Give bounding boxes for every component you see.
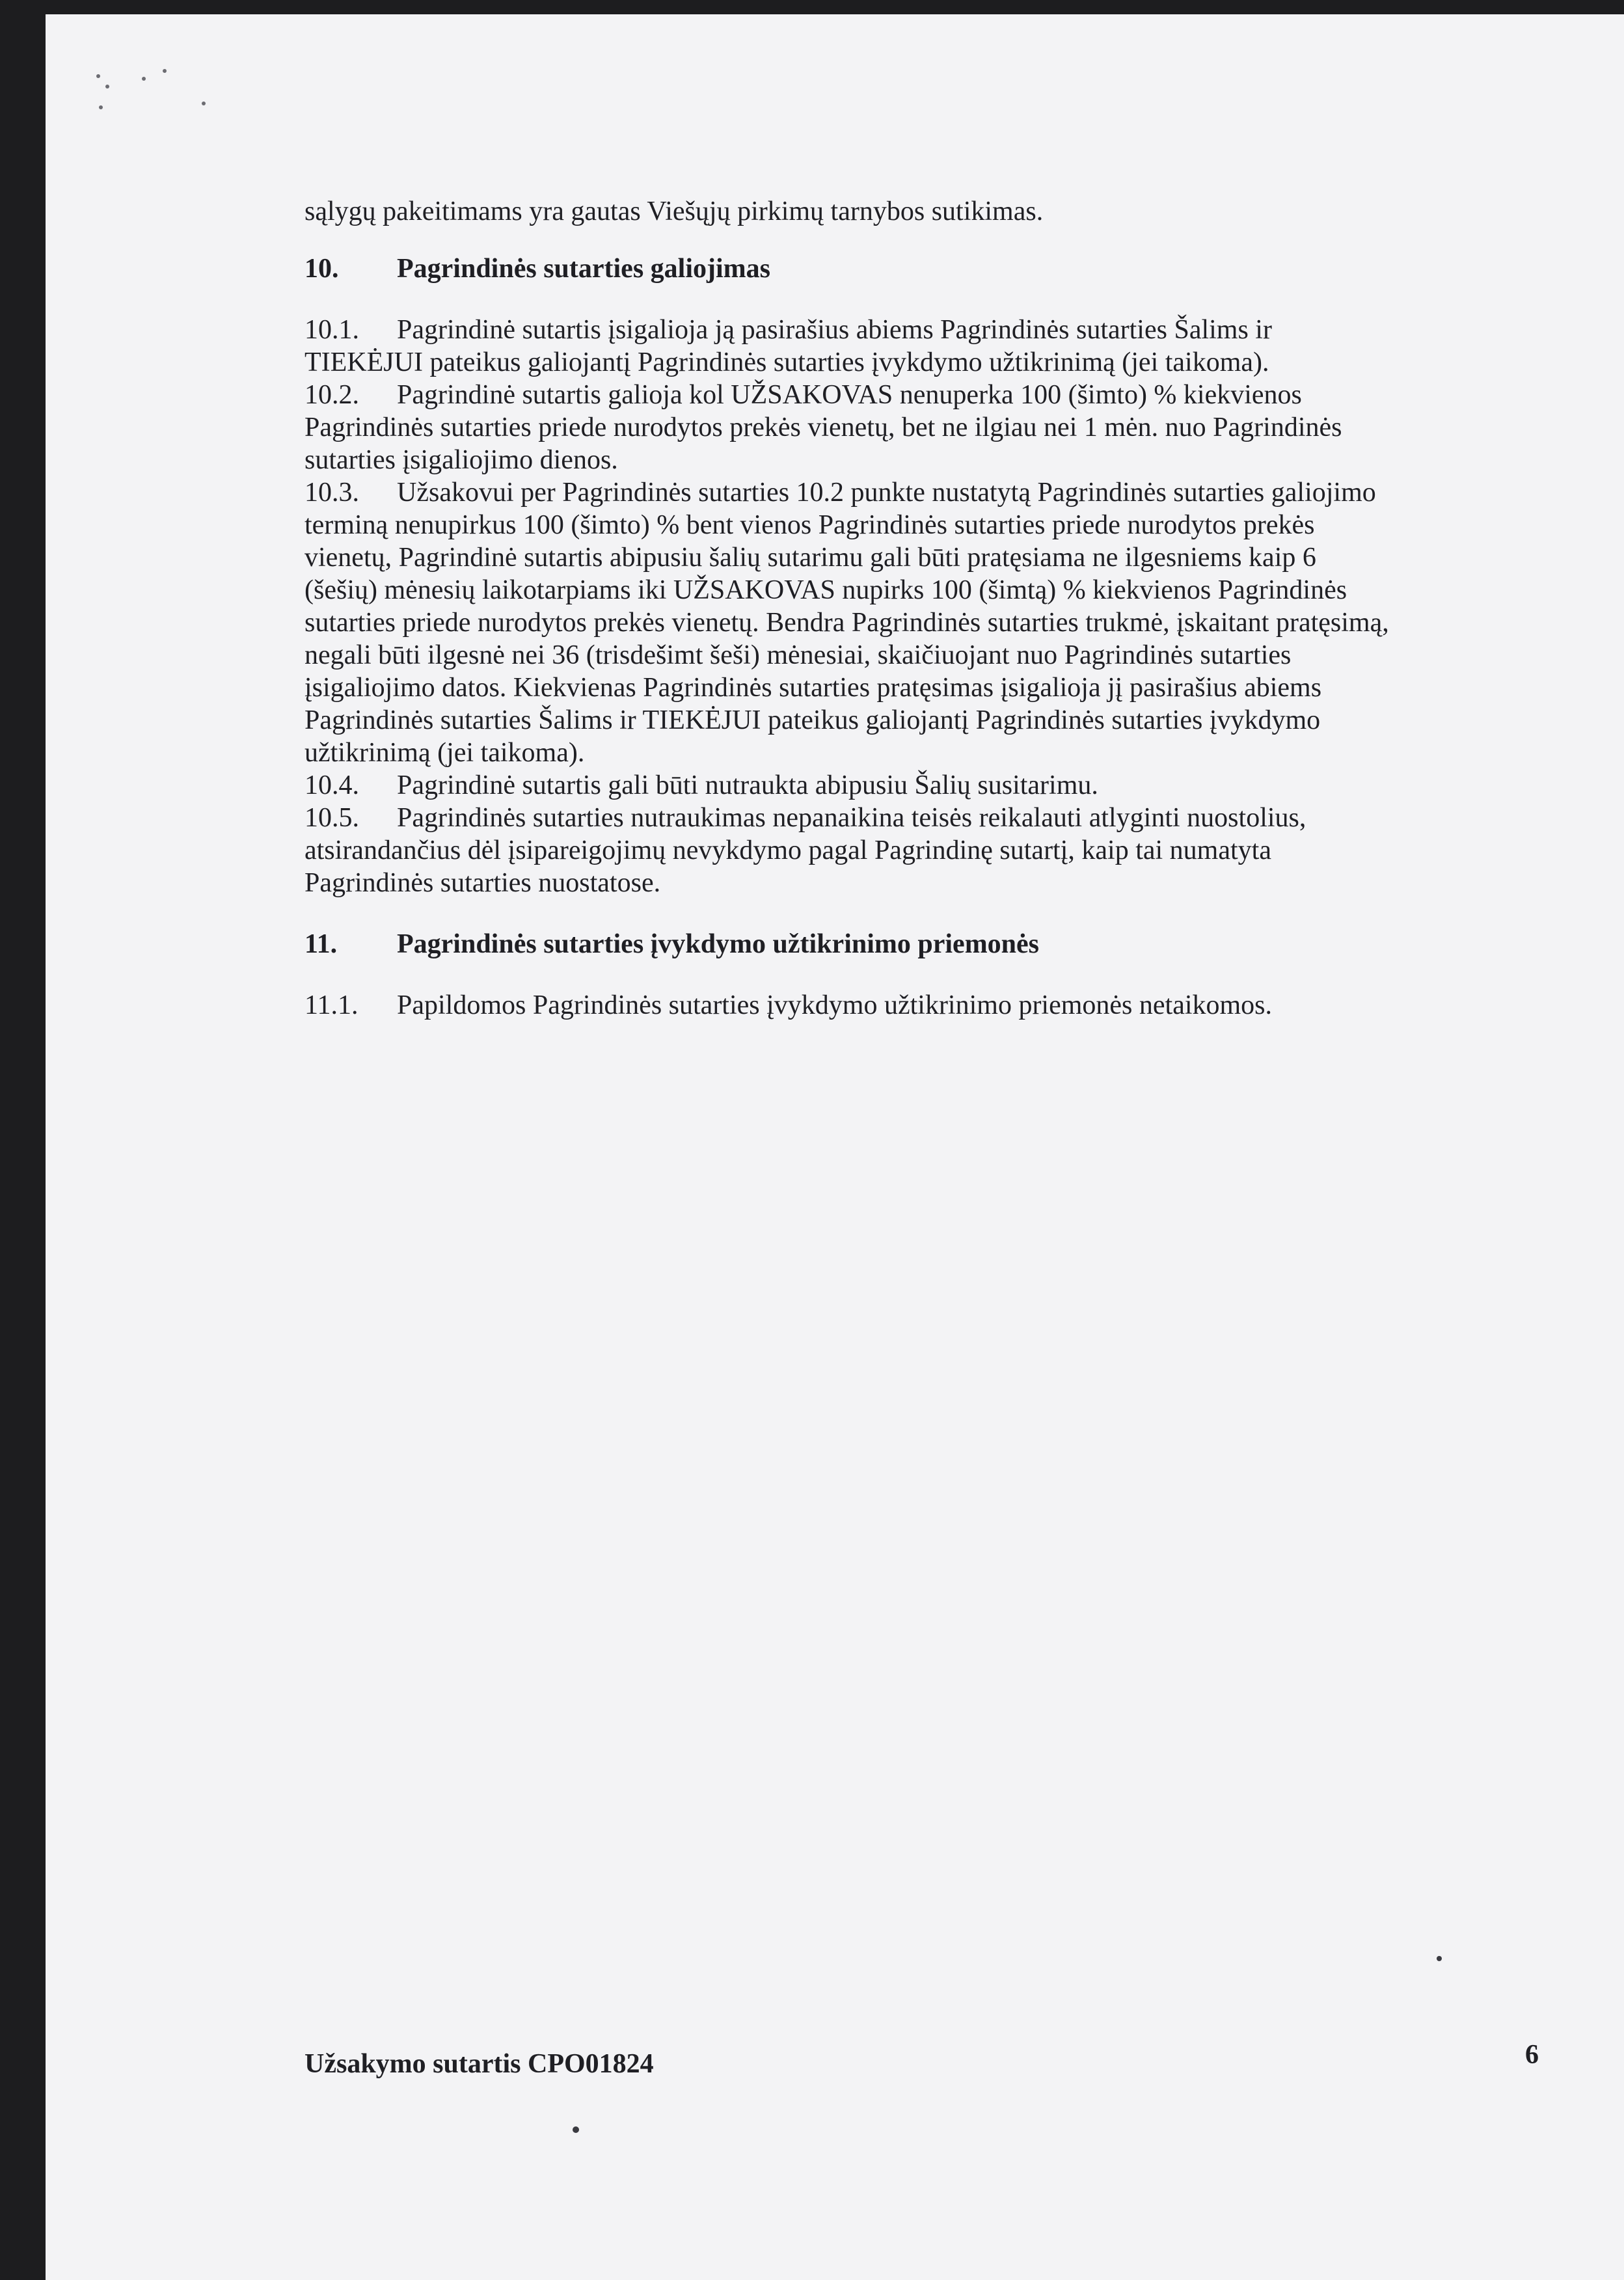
paragraph-10-3 — [304, 476, 1541, 769]
paragraph-line: atsirandančius dėl įsipareigojimų nevykdymo pagal Pagrindinę sutartį, kaip tai numatyta — [304, 835, 1271, 865]
paragraph-line: sutarties priede nurodytos prekės vienetų. Bendra Pagrindinės sutarties trukmė, įskaitant pratęsimą, — [304, 608, 1389, 638]
section-number: 10. — [304, 254, 339, 284]
continuation-line: sąlygų pakeitimams yra gautas Viešųjų pirkimų tarnybos sutikimas. — [304, 197, 1044, 226]
punch-mark — [142, 77, 146, 81]
paragraph-line: (šešių) mėnesių laikotarpiams iki UŽSAKOVAS nupirks 100 (šimtą) % kiekvienos Pagrindinės — [304, 575, 1347, 605]
paragraph-10-1 — [304, 314, 1541, 379]
punch-mark — [99, 105, 103, 109]
paragraph-number: 10.1. — [304, 315, 359, 345]
paragraph-line: TIEKĖJUI pateikus galiojantį Pagrindinės sutarties įvykdymo užtikrinimą (jei taikoma). — [304, 347, 1269, 377]
paragraph-11-1 — [304, 989, 1541, 1022]
paragraph-10-4 — [304, 769, 1541, 802]
paragraph-number: 10.4. — [304, 770, 359, 800]
paragraph-line: Pagrindinės sutarties nuostatose. — [304, 868, 661, 898]
scan-border-top — [0, 0, 1624, 14]
page-number: 6 — [1525, 2040, 1539, 2070]
paragraph-line: Pagrindinė sutartis gali būti nutraukta abipusiu Šalių susitarimu. — [397, 770, 1098, 800]
paragraph-number: 10.5. — [304, 803, 359, 833]
scan-speck — [1437, 1956, 1442, 1961]
scan-border-left — [0, 0, 46, 2280]
section-heading-10 — [304, 252, 1541, 285]
paragraph-line: Pagrindinė sutartis galioja kol UŽSAKOVAS nenuperka 100 (šimto) % kiekvienos — [397, 380, 1302, 410]
paragraph-line: sutarties įsigaliojimo dienos. — [304, 445, 618, 475]
punch-mark — [96, 74, 100, 78]
section-title: Pagrindinės sutarties įvykdymo užtikrinimo priemonės — [397, 929, 1040, 959]
paragraph-line: Pagrindinės sutarties priede nurodytos prekės vienetų, bet ne ilgiau nei 1 mėn. nuo Pagrindinės — [304, 413, 1342, 442]
paragraph-line: Užsakovui per Pagrindinės sutarties 10.2 punkte nustatytą Pagrindinės sutarties galiojimo — [397, 478, 1376, 508]
paragraph-10-5 — [304, 802, 1541, 899]
paragraph-number: 10.3. — [304, 478, 359, 508]
scan-speck — [573, 2126, 579, 2133]
section-heading-11 — [304, 928, 1541, 960]
paragraph-10-2 — [304, 379, 1541, 476]
footer-title: Užsakymo sutartis CPO01824 — [304, 2049, 654, 2079]
paragraph-number: 11.1. — [304, 990, 359, 1020]
paragraph-line: įsigaliojimo datos. Kiekvienas Pagrindinės sutarties pratęsimas įsigalioja jį pasirašius abiems — [304, 673, 1322, 703]
paragraph-number: 10.2. — [304, 380, 359, 410]
paragraph-line: Pagrindinės sutarties Šalims ir TIEKĖJUI pateikus galiojantį Pagrindinės sutarties įvykdymo — [304, 705, 1321, 735]
paragraph-line: terminą nenupirkus 100 (šimto) % bent vienos Pagrindinės sutarties priede nurodytos prekės — [304, 510, 1315, 540]
paragraph-line: užtikrinimą (jei taikoma). — [304, 738, 585, 768]
section-number: 11. — [304, 929, 338, 959]
section-title: Pagrindinės sutarties galiojimas — [397, 254, 770, 284]
document-body — [304, 195, 1541, 1022]
paragraph-line: negali būti ilgesnė nei 36 (trisdešimt šeši) mėnesiai, skaičiuojant nuo Pagrindinės sutarties — [304, 640, 1292, 670]
punch-mark — [105, 85, 109, 88]
punch-mark — [202, 102, 206, 105]
paragraph-line: Papildomos Pagrindinės sutarties įvykdymo užtikrinimo priemonės netaikomos. — [397, 990, 1273, 1020]
paragraph-line: vienetų, Pagrindinė sutartis abipusiu šalių sutarimu gali būti pratęsiama ne ilgesniems kaip 6 — [304, 543, 1316, 573]
paragraph-line: Pagrindinė sutartis įsigalioja ją pasirašius abiems Pagrindinės sutarties Šalims ir — [397, 315, 1272, 345]
punch-mark — [163, 69, 167, 73]
paragraph-line: Pagrindinės sutarties nutraukimas nepanaikina teisės reikalauti atlyginti nuostolius, — [397, 803, 1306, 833]
